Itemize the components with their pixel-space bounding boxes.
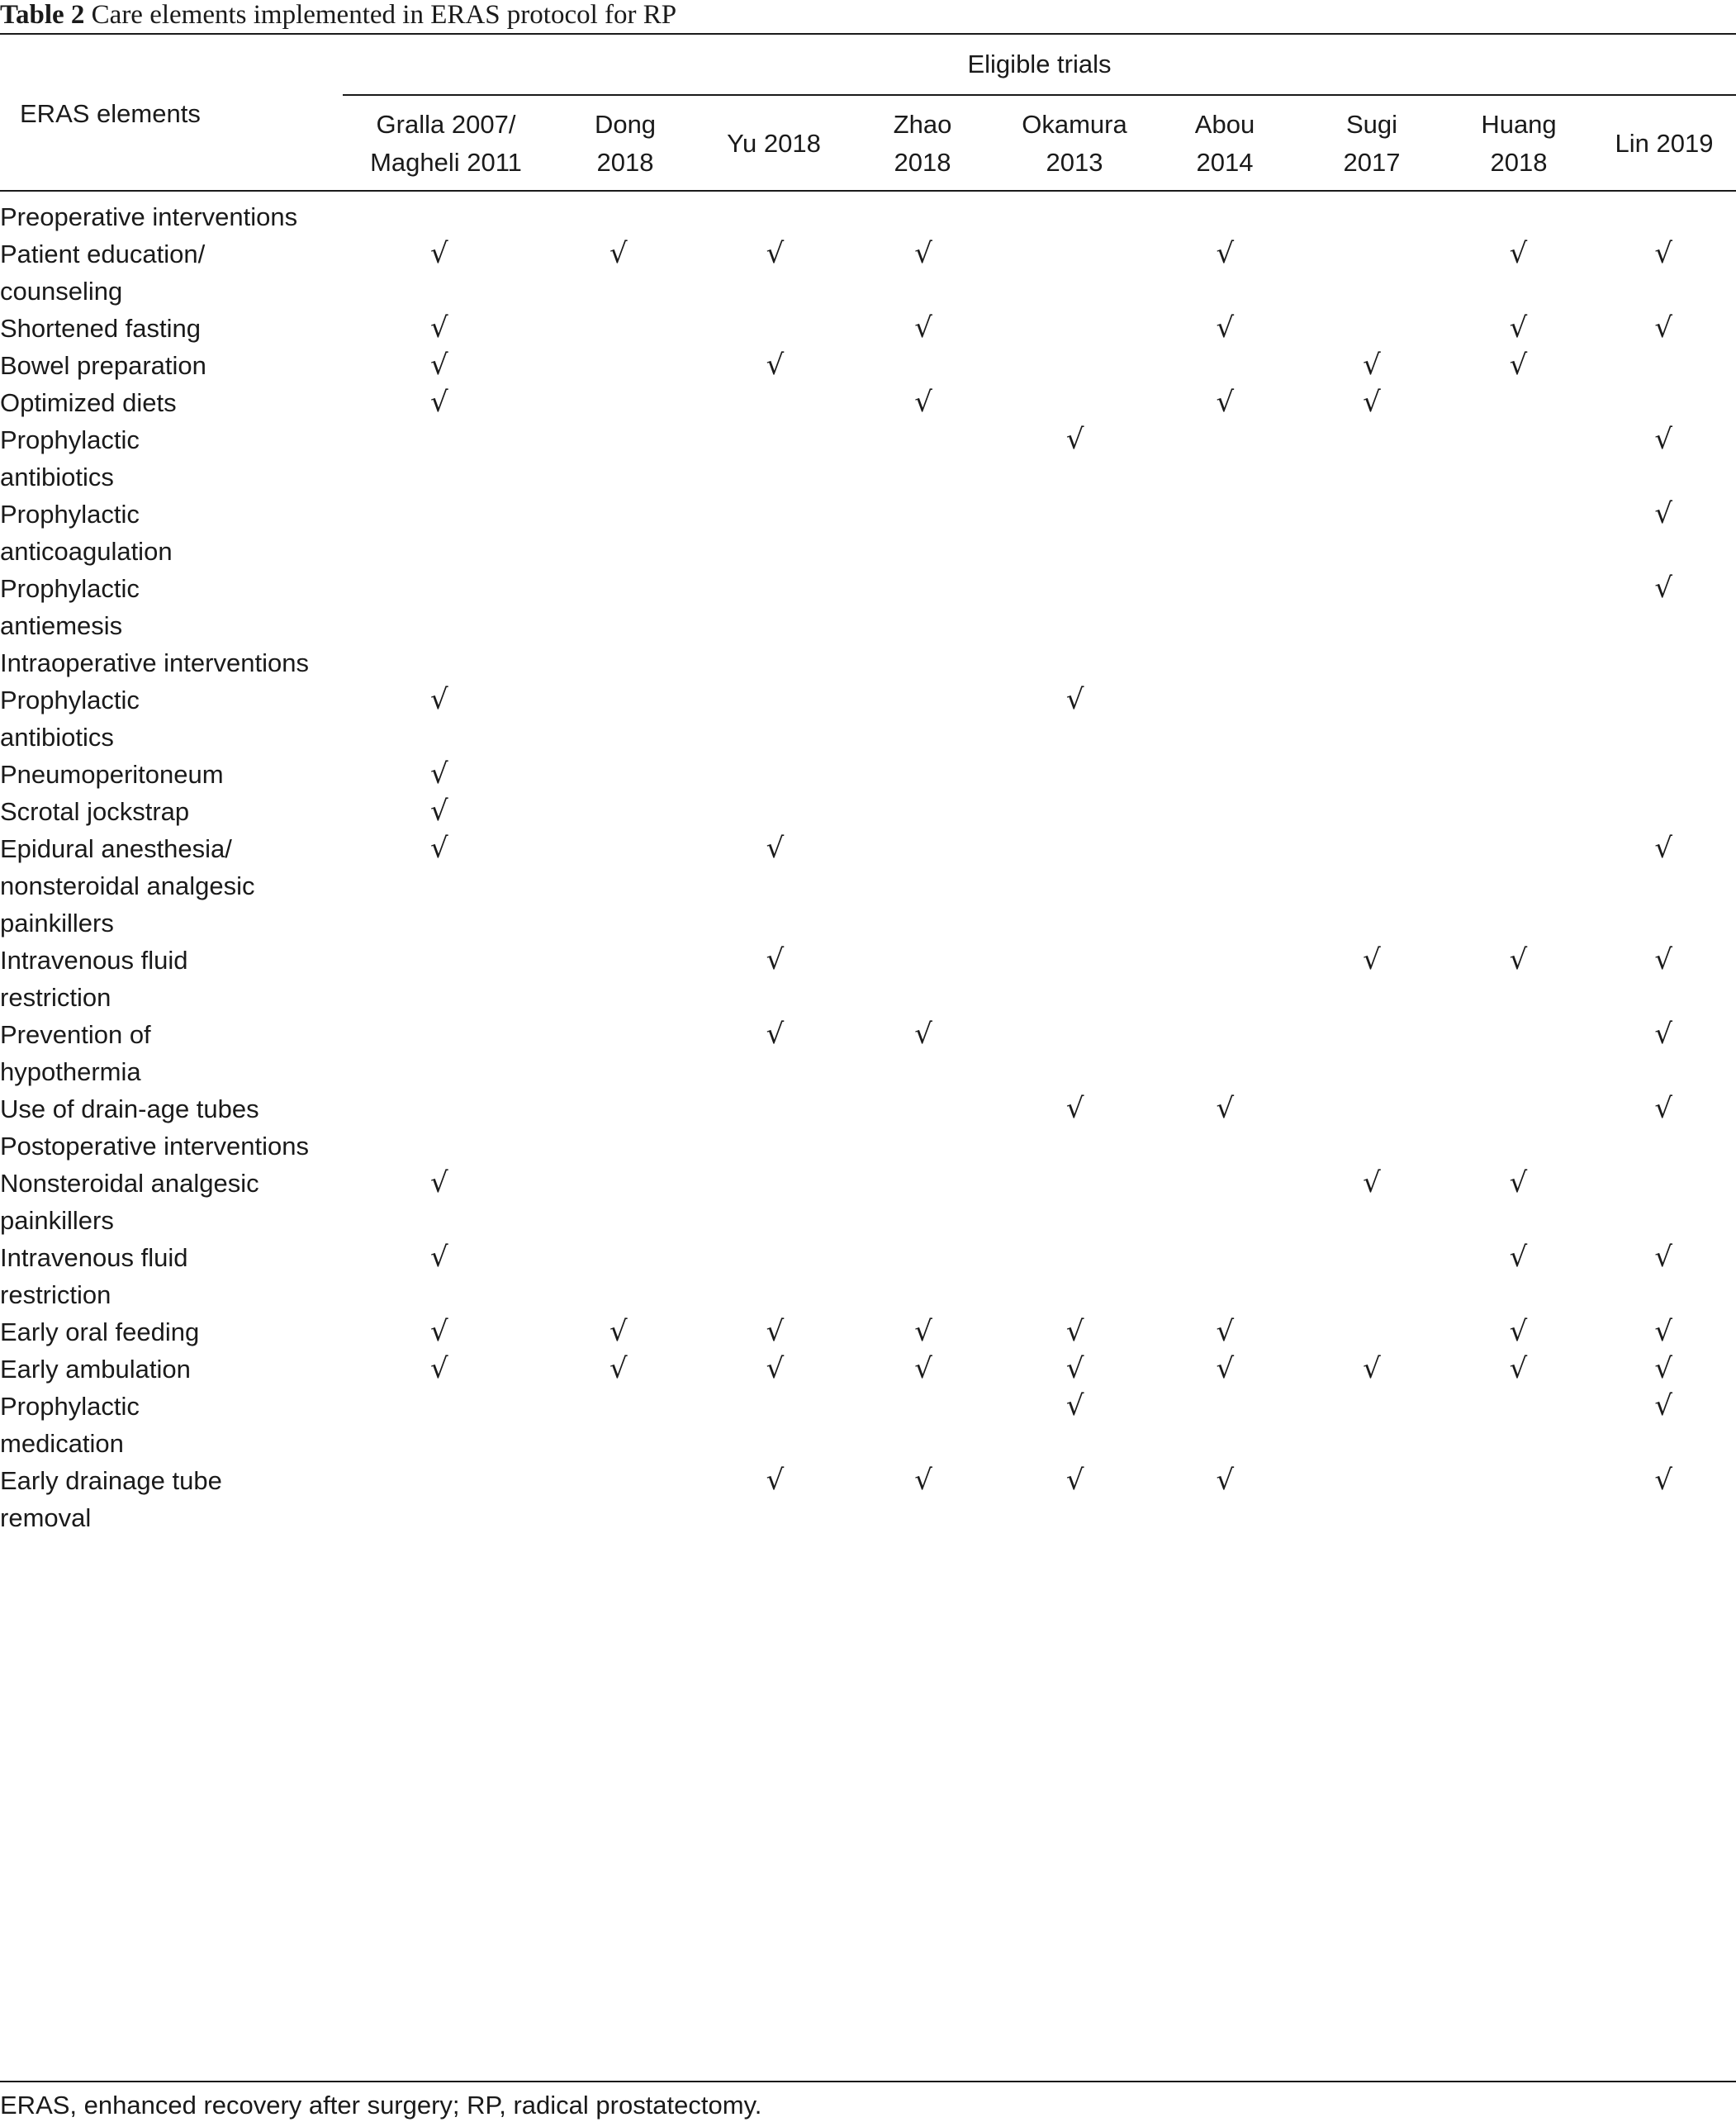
row-label: Nonsteroidal analgesic painkillers bbox=[0, 1169, 259, 1235]
empty-cell bbox=[998, 942, 1153, 1016]
empty-cell bbox=[1591, 384, 1736, 421]
empty-cell bbox=[1297, 1313, 1446, 1351]
empty-cell bbox=[998, 830, 1153, 942]
row-label: Prevention of hypothermia bbox=[0, 1020, 151, 1086]
check-mark: √ bbox=[1654, 1464, 1672, 1497]
empty-cell bbox=[1152, 756, 1297, 793]
empty-cell bbox=[1152, 1165, 1297, 1239]
check-mark: √ bbox=[430, 386, 448, 419]
empty-cell bbox=[1297, 421, 1446, 496]
table-caption bbox=[0, 0, 676, 31]
empty-cell bbox=[1297, 310, 1446, 347]
empty-cell bbox=[849, 1165, 998, 1239]
column-header-line: 2018 bbox=[894, 148, 951, 177]
check-mark: √ bbox=[1509, 1315, 1528, 1348]
empty-cell bbox=[1152, 1239, 1297, 1313]
table-row bbox=[0, 1016, 1736, 1090]
section-row bbox=[0, 1127, 1736, 1165]
empty-cell bbox=[998, 570, 1153, 644]
empty-cell bbox=[1446, 1090, 1591, 1127]
check-mark: √ bbox=[430, 1166, 448, 1199]
eligible-trials-heading: Eligible trials bbox=[967, 50, 1112, 78]
empty-cell bbox=[701, 310, 850, 347]
column-header-line: 2014 bbox=[1196, 148, 1254, 177]
check-mark: √ bbox=[1509, 349, 1528, 382]
empty-cell bbox=[536, 1090, 701, 1127]
empty-cell bbox=[1591, 756, 1736, 793]
empty-cell bbox=[849, 1239, 998, 1313]
check-mark: √ bbox=[1654, 572, 1672, 605]
check-mark: √ bbox=[430, 349, 448, 382]
table-row bbox=[0, 496, 1736, 570]
column-header-line: 2018 bbox=[1490, 148, 1548, 177]
empty-cell bbox=[1446, 793, 1591, 830]
check-mark: √ bbox=[609, 1352, 628, 1385]
check-mark: √ bbox=[609, 237, 628, 270]
check-mark: √ bbox=[766, 943, 785, 976]
check-mark: √ bbox=[1216, 311, 1235, 344]
empty-cell bbox=[849, 496, 998, 570]
empty-cell bbox=[1446, 1016, 1591, 1090]
row-label: Early ambulation bbox=[0, 1355, 191, 1384]
check-mark: √ bbox=[1065, 1315, 1084, 1348]
eras-elements-heading: ERAS elements bbox=[20, 99, 201, 128]
column-header-line: 2018 bbox=[596, 148, 654, 177]
empty-cell bbox=[343, 496, 536, 570]
row-label: Intravenous fluid restriction bbox=[0, 1243, 188, 1309]
empty-cell bbox=[536, 421, 701, 496]
empty-cell bbox=[1591, 1165, 1736, 1239]
check-mark: √ bbox=[914, 1464, 932, 1497]
empty-cell bbox=[343, 1016, 536, 1090]
empty-cell bbox=[701, 1090, 850, 1127]
empty-cell bbox=[536, 1165, 701, 1239]
check-mark: √ bbox=[914, 311, 932, 344]
empty-cell bbox=[1297, 1462, 1446, 1536]
row-label: Pneumoperitoneum bbox=[0, 760, 224, 789]
check-mark: √ bbox=[914, 237, 932, 270]
empty-cell bbox=[536, 793, 701, 830]
table-row bbox=[0, 1462, 1736, 1536]
empty-cell bbox=[1297, 681, 1446, 756]
empty-cell bbox=[536, 1388, 701, 1462]
table-row bbox=[0, 793, 1736, 830]
check-mark: √ bbox=[1654, 1389, 1672, 1422]
empty-cell bbox=[536, 384, 701, 421]
empty-cell bbox=[1152, 347, 1297, 384]
column-header-line: Dong bbox=[594, 110, 657, 139]
check-mark: √ bbox=[1654, 423, 1672, 456]
row-label: Prophylactic anticoagulation bbox=[0, 500, 173, 566]
check-mark: √ bbox=[1216, 1464, 1235, 1497]
check-mark: √ bbox=[1654, 1018, 1672, 1051]
check-mark: √ bbox=[914, 1352, 932, 1385]
empty-cell bbox=[343, 1462, 536, 1536]
top-rule bbox=[0, 33, 1736, 35]
column-header-line: Gralla 2007/ bbox=[376, 110, 516, 139]
check-mark: √ bbox=[1654, 237, 1672, 270]
check-mark: √ bbox=[766, 349, 785, 382]
row-label: Patient education/ counseling bbox=[0, 240, 206, 306]
header-rule bbox=[0, 190, 1736, 192]
empty-cell bbox=[701, 681, 850, 756]
section-row bbox=[0, 198, 1736, 235]
row-label: Bowel preparation bbox=[0, 351, 206, 380]
empty-cell bbox=[536, 1462, 701, 1536]
empty-cell bbox=[998, 384, 1153, 421]
empty-cell bbox=[1446, 384, 1591, 421]
empty-cell bbox=[1446, 1462, 1591, 1536]
empty-cell bbox=[1446, 1388, 1591, 1462]
check-mark: √ bbox=[1065, 1464, 1084, 1497]
empty-cell bbox=[1297, 496, 1446, 570]
check-mark: √ bbox=[1363, 386, 1381, 419]
table-row bbox=[0, 1239, 1736, 1313]
empty-cell bbox=[849, 681, 998, 756]
empty-cell bbox=[536, 681, 701, 756]
empty-cell bbox=[343, 1090, 536, 1127]
table-row bbox=[0, 756, 1736, 793]
table-row bbox=[0, 1090, 1736, 1127]
table-footnote: ERAS, enhanced recovery after surgery; RP, radical prostatectomy. bbox=[0, 2091, 762, 2120]
table-row bbox=[0, 235, 1736, 310]
empty-cell bbox=[1446, 830, 1591, 942]
table-row bbox=[0, 681, 1736, 756]
empty-cell bbox=[998, 235, 1153, 310]
empty-cell bbox=[1297, 1016, 1446, 1090]
empty-cell bbox=[536, 942, 701, 1016]
row-label: Prophylactic antibiotics bbox=[0, 425, 140, 491]
column-header-line: Okamura bbox=[1022, 110, 1127, 139]
empty-cell bbox=[536, 310, 701, 347]
check-mark: √ bbox=[766, 237, 785, 270]
row-label: Intravenous fluid restriction bbox=[0, 946, 188, 1012]
row-label: Scrotal jockstrap bbox=[0, 797, 190, 826]
empty-cell bbox=[701, 756, 850, 793]
row-label: Prophylactic antibiotics bbox=[0, 686, 140, 752]
empty-cell bbox=[536, 570, 701, 644]
table-row bbox=[0, 347, 1736, 384]
empty-cell bbox=[536, 1239, 701, 1313]
empty-cell bbox=[849, 1388, 998, 1462]
check-mark: √ bbox=[1654, 497, 1672, 530]
row-label: Use of drain-age tubes bbox=[0, 1094, 259, 1123]
bottom-rule bbox=[0, 2081, 1736, 2082]
empty-cell bbox=[701, 570, 850, 644]
check-mark: √ bbox=[430, 311, 448, 344]
empty-cell bbox=[701, 793, 850, 830]
check-mark: √ bbox=[1509, 1166, 1528, 1199]
check-mark: √ bbox=[766, 1352, 785, 1385]
empty-cell bbox=[849, 830, 998, 942]
table-row bbox=[0, 384, 1736, 421]
section-row bbox=[0, 644, 1736, 681]
column-header-line: Sugi bbox=[1345, 110, 1398, 139]
check-mark: √ bbox=[1216, 1092, 1235, 1125]
check-mark: √ bbox=[1654, 832, 1672, 865]
check-mark: √ bbox=[1216, 1352, 1235, 1385]
check-mark: √ bbox=[1509, 943, 1528, 976]
check-mark: √ bbox=[1509, 237, 1528, 270]
row-label: Early oral feeding bbox=[0, 1317, 200, 1346]
column-header-line: Magheli 2011 bbox=[370, 148, 522, 177]
check-mark: √ bbox=[1509, 1352, 1528, 1385]
check-mark: √ bbox=[1216, 386, 1235, 419]
check-mark: √ bbox=[1065, 683, 1084, 716]
table-row bbox=[0, 1388, 1736, 1462]
empty-cell bbox=[1446, 570, 1591, 644]
empty-cell bbox=[536, 756, 701, 793]
empty-cell bbox=[1152, 496, 1297, 570]
row-label: Prophylactic antiemesis bbox=[0, 574, 140, 640]
empty-cell bbox=[701, 1388, 850, 1462]
empty-cell bbox=[1152, 1388, 1297, 1462]
empty-cell bbox=[849, 347, 998, 384]
table-row bbox=[0, 1351, 1736, 1388]
check-mark: √ bbox=[609, 1315, 628, 1348]
check-mark: √ bbox=[766, 1464, 785, 1497]
empty-cell bbox=[1591, 681, 1736, 756]
column-header bbox=[355, 106, 537, 182]
empty-cell bbox=[998, 496, 1153, 570]
empty-cell bbox=[1297, 1239, 1446, 1313]
empty-cell bbox=[536, 347, 701, 384]
eras-table-body bbox=[0, 198, 1736, 1536]
empty-cell bbox=[1152, 570, 1297, 644]
empty-cell bbox=[536, 496, 701, 570]
table-row bbox=[0, 1313, 1736, 1351]
empty-cell bbox=[1446, 681, 1591, 756]
check-mark: √ bbox=[1654, 1241, 1672, 1274]
check-mark: √ bbox=[766, 1018, 785, 1051]
check-mark: √ bbox=[1363, 943, 1381, 976]
check-mark: √ bbox=[430, 1315, 448, 1348]
empty-cell bbox=[1152, 421, 1297, 496]
empty-cell bbox=[1297, 570, 1446, 644]
empty-cell bbox=[1152, 681, 1297, 756]
section-title: Intraoperative interventions bbox=[0, 648, 309, 677]
check-mark: √ bbox=[1654, 943, 1672, 976]
check-mark: √ bbox=[1065, 1092, 1084, 1125]
check-mark: √ bbox=[430, 757, 448, 790]
empty-cell bbox=[1591, 347, 1736, 384]
check-mark: √ bbox=[430, 237, 448, 270]
row-label: Early drainage tube removal bbox=[0, 1466, 222, 1532]
empty-cell bbox=[343, 570, 536, 644]
empty-cell bbox=[849, 1090, 998, 1127]
check-mark: √ bbox=[1065, 1389, 1084, 1422]
empty-cell bbox=[849, 421, 998, 496]
check-mark: √ bbox=[430, 1241, 448, 1274]
column-header-line: Lin 2019 bbox=[1615, 129, 1714, 158]
column-header-line: Yu 2018 bbox=[727, 129, 821, 158]
table-row bbox=[0, 570, 1736, 644]
empty-cell bbox=[536, 1016, 701, 1090]
empty-cell bbox=[998, 793, 1153, 830]
empty-cell bbox=[849, 570, 998, 644]
column-header-line: Abou bbox=[1194, 110, 1255, 139]
empty-cell bbox=[998, 347, 1153, 384]
table-row bbox=[0, 421, 1736, 496]
table-caption-text: Care elements implemented in ERAS protocol for RP bbox=[91, 0, 677, 30]
check-mark: √ bbox=[914, 386, 932, 419]
check-mark: √ bbox=[1654, 1315, 1672, 1348]
column-header-line: Zhao bbox=[893, 110, 952, 139]
check-mark: √ bbox=[1509, 311, 1528, 344]
empty-cell bbox=[1591, 793, 1736, 830]
empty-cell bbox=[701, 496, 850, 570]
empty-cell bbox=[343, 942, 536, 1016]
table-caption-label: Table 2 bbox=[0, 0, 85, 30]
empty-cell bbox=[849, 793, 998, 830]
empty-cell bbox=[1152, 1016, 1297, 1090]
section-title: Postoperative interventions bbox=[0, 1132, 309, 1161]
empty-cell bbox=[1297, 1090, 1446, 1127]
check-mark: √ bbox=[1216, 237, 1235, 270]
empty-cell bbox=[849, 756, 998, 793]
empty-cell bbox=[1297, 830, 1446, 942]
empty-cell bbox=[1152, 793, 1297, 830]
column-header-line: 2013 bbox=[1046, 148, 1103, 177]
row-label: Prophylactic medication bbox=[0, 1392, 140, 1458]
check-mark: √ bbox=[1065, 423, 1084, 456]
empty-cell bbox=[1446, 496, 1591, 570]
empty-cell bbox=[701, 421, 850, 496]
check-mark: √ bbox=[1654, 311, 1672, 344]
empty-cell bbox=[1152, 830, 1297, 942]
empty-cell bbox=[1446, 421, 1591, 496]
empty-cell bbox=[998, 1165, 1153, 1239]
section-title: Preoperative interventions bbox=[0, 202, 298, 231]
empty-cell bbox=[343, 421, 536, 496]
column-header-line: 2017 bbox=[1343, 148, 1401, 177]
check-mark: √ bbox=[430, 795, 448, 828]
check-mark: √ bbox=[1216, 1315, 1235, 1348]
table-row bbox=[0, 942, 1736, 1016]
check-mark: √ bbox=[1654, 1352, 1672, 1385]
empty-cell bbox=[1297, 756, 1446, 793]
empty-cell bbox=[343, 1388, 536, 1462]
column-group-rule bbox=[343, 94, 1736, 96]
check-mark: √ bbox=[430, 683, 448, 716]
column-header bbox=[1573, 125, 1736, 163]
check-mark: √ bbox=[430, 832, 448, 865]
empty-cell bbox=[998, 1016, 1153, 1090]
check-mark: √ bbox=[1363, 1166, 1381, 1199]
row-label: Epidural anesthesia/ nonsteroidal analgesic painkillers bbox=[0, 834, 255, 938]
empty-cell bbox=[1297, 1388, 1446, 1462]
empty-cell bbox=[998, 756, 1153, 793]
empty-cell bbox=[998, 310, 1153, 347]
empty-cell bbox=[1297, 793, 1446, 830]
column-header-line: Huang bbox=[1481, 110, 1557, 139]
empty-cell bbox=[849, 942, 998, 1016]
check-mark: √ bbox=[430, 1352, 448, 1385]
empty-cell bbox=[536, 830, 701, 942]
empty-cell bbox=[1297, 235, 1446, 310]
empty-cell bbox=[1152, 942, 1297, 1016]
row-label: Shortened fasting bbox=[0, 314, 202, 343]
table-row bbox=[0, 310, 1736, 347]
empty-cell bbox=[701, 1239, 850, 1313]
check-mark: √ bbox=[1065, 1352, 1084, 1385]
empty-cell bbox=[701, 384, 850, 421]
check-mark: √ bbox=[1363, 1352, 1381, 1385]
check-mark: √ bbox=[766, 1315, 785, 1348]
check-mark: √ bbox=[914, 1315, 932, 1348]
check-mark: √ bbox=[914, 1018, 932, 1051]
empty-cell bbox=[1446, 756, 1591, 793]
table-row bbox=[0, 1165, 1736, 1239]
empty-cell bbox=[701, 1165, 850, 1239]
check-mark: √ bbox=[1509, 1241, 1528, 1274]
check-mark: √ bbox=[766, 832, 785, 865]
empty-cell bbox=[998, 1239, 1153, 1313]
check-mark: √ bbox=[1654, 1092, 1672, 1125]
row-label: Optimized diets bbox=[0, 388, 177, 417]
table-row bbox=[0, 830, 1736, 942]
check-mark: √ bbox=[1363, 349, 1381, 382]
